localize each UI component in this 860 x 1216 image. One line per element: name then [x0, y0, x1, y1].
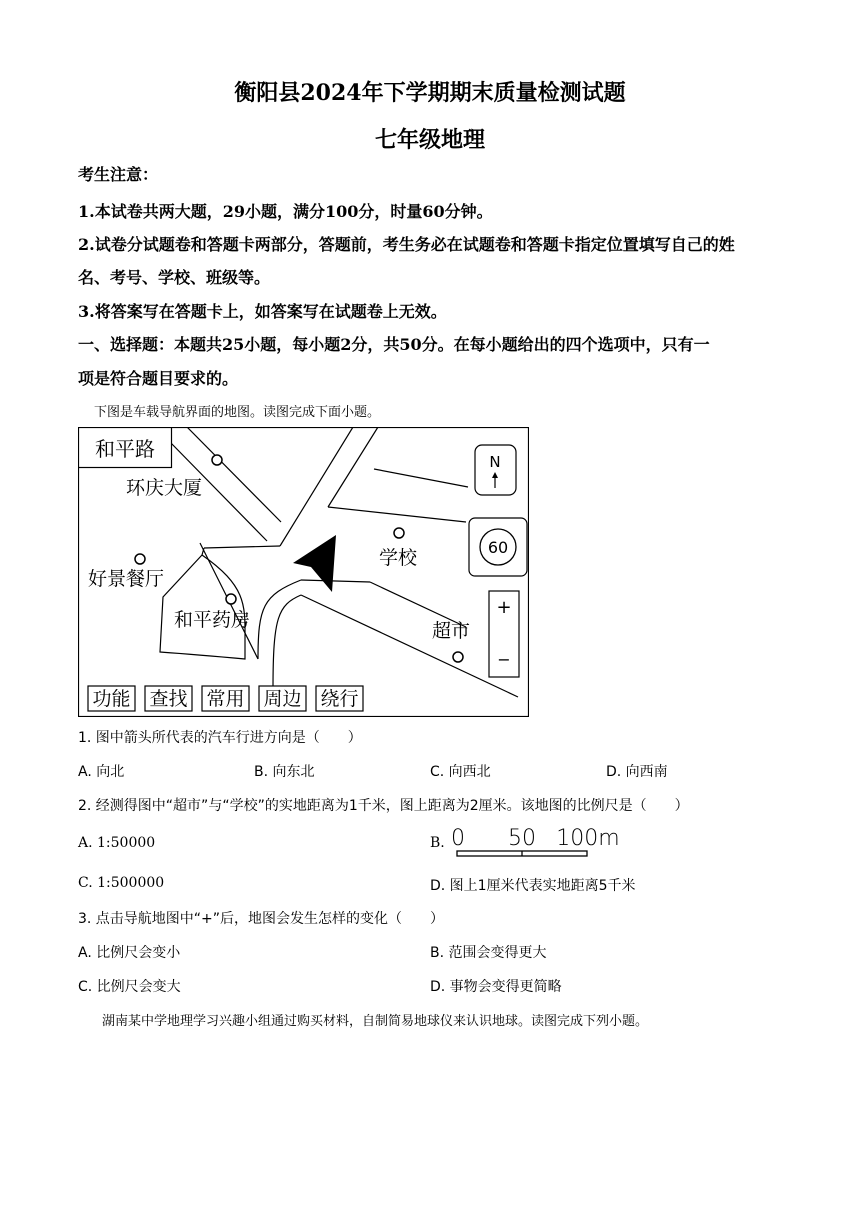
map-button-3[interactable]: 周边 — [263, 688, 302, 710]
scale-tick-100m: 100m — [556, 826, 620, 851]
q2-option-b-label: B. — [430, 835, 445, 851]
section-1-line-2: 项是符合题目要求的。 — [78, 369, 239, 388]
road-label: 和平路 — [95, 437, 155, 461]
map-button-1[interactable]: 查找 — [149, 688, 188, 710]
speed-limit-value: 60 — [487, 538, 509, 557]
notice-heading: 考生注意： — [78, 165, 159, 184]
place-haojing: 好景餐厅 — [88, 568, 165, 590]
q1-option-c: C. 向西北 — [430, 764, 491, 780]
scale-tick-0: 0 — [451, 826, 465, 851]
q3-option-c: C. 比例尺会变大 — [78, 979, 181, 995]
q2-option-c: C. 1:500000 — [78, 875, 165, 891]
q2-scale-bar — [446, 822, 626, 862]
q1-option-a: A. 向北 — [78, 764, 125, 780]
scale-tick-50: 50 — [508, 826, 536, 851]
zoom-out-button[interactable]: − — [497, 650, 511, 669]
q3-option-a: A. 比例尺会变小 — [78, 945, 181, 961]
q2-stem: 2. 经测得图中“超市”与“学校”的实地距离为1千米，图上距离为2厘米。该地图的比例尺是（ ） — [78, 798, 689, 814]
place-school: 学校 — [379, 547, 418, 569]
place-pharmacy: 和平药房 — [174, 609, 251, 631]
exam-title: 衡阳县2024年下学期期末质量检测试题 — [234, 80, 626, 106]
notice-item-1: 1.本试卷共两大题，29小题，满分100分，时量60分钟。 — [78, 202, 493, 221]
intro-text-1: 下图是车载导航界面的地图。读图完成下面小题。 — [94, 405, 381, 420]
place-market: 超市 — [432, 620, 471, 642]
map-button-4[interactable]: 绕行 — [320, 688, 359, 710]
notice-item-2-line-2: 名、考号、学校、班级等。 — [78, 268, 271, 287]
notice-item-3: 3.将答案写在答题卡上，如答案写在试题卷上无效。 — [78, 302, 447, 321]
school-marker — [394, 528, 404, 538]
navigation-map — [78, 427, 529, 717]
q2-option-d: D. 图上1厘米代表实地距离5千米 — [430, 878, 636, 894]
q2-option-a: A. 1:50000 — [78, 835, 156, 851]
map-button-0[interactable]: 功能 — [92, 688, 131, 710]
q3-option-b: B. 范围会变得更大 — [430, 945, 547, 961]
notice-item-2-line-1: 2.试卷分试题卷和答题卡两部分，答题前，考生务必在试题卷和答题卡指定位置填写自己的姓 — [78, 235, 735, 254]
zoom-in-button[interactable]: + — [496, 597, 512, 618]
section-1-line-1: 一、选择题：本题共25小题，每小题2分，共50分。在每小题给出的四个选项中，只有一 — [78, 335, 710, 354]
huanqing-marker — [212, 455, 222, 465]
map-button-2[interactable]: 常用 — [206, 688, 245, 710]
q3-option-d: D. 事物会变得更简略 — [430, 979, 562, 995]
north-label: N — [489, 453, 501, 471]
market-marker — [453, 652, 463, 662]
exam-subtitle: 七年级地理 — [374, 127, 485, 153]
q1-option-d: D. 向西南 — [606, 764, 668, 780]
intro-text-2: 湖南某中学地理学习兴趣小组通过购买材料，自制简易地球仪来认识地球。读图完成下列小题。 — [102, 1014, 649, 1029]
q1-option-b: B. 向东北 — [254, 764, 315, 780]
place-huanqing: 环庆大厦 — [126, 477, 203, 499]
pharmacy-marker — [226, 594, 236, 604]
haojing-marker — [135, 554, 145, 564]
q1-stem: 1. 图中箭头所代表的汽车行进方向是（ ） — [78, 730, 362, 746]
q3-stem: 3. 点击导航地图中“+”后，地图会发生怎样的变化（ ） — [78, 911, 445, 927]
